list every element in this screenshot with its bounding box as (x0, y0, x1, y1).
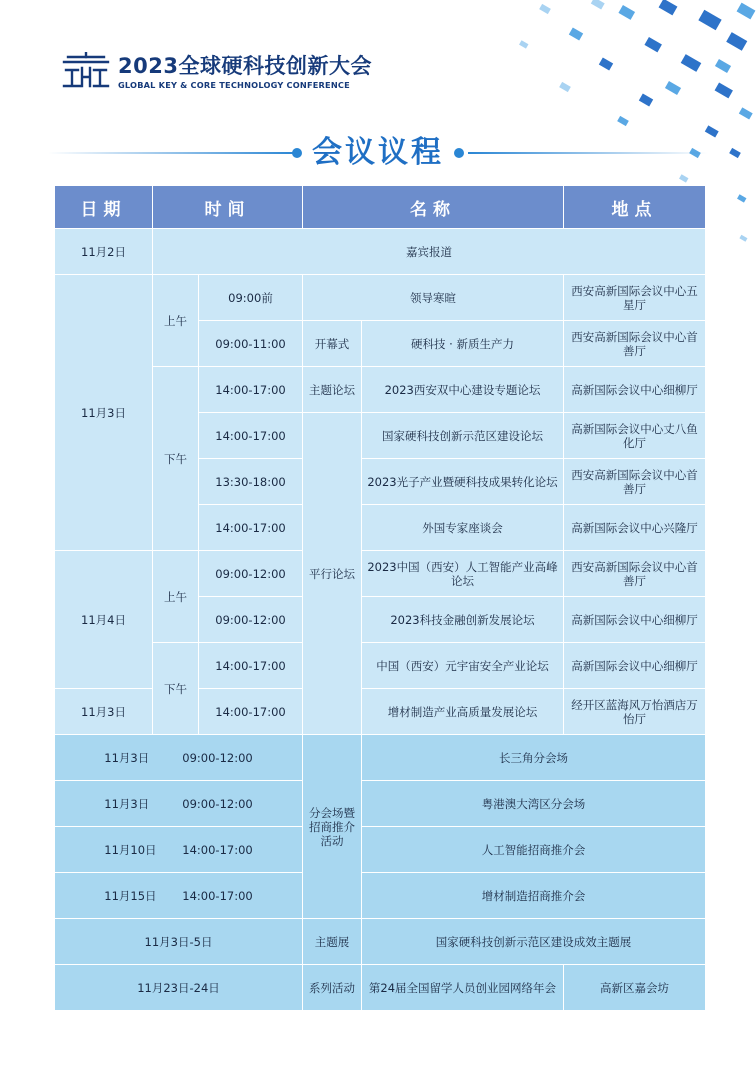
time-cell: 09:00-12:00 (199, 551, 303, 597)
header-name: 名称 (303, 186, 564, 229)
date-cell: 11月10日 (104, 842, 157, 857)
date-cell: 11月15日 (104, 888, 157, 903)
venue-cell: 高新国际会议中心兴隆厅 (564, 505, 706, 551)
ampm-cell: 上午 (153, 551, 199, 643)
event-name: 2023科技金融创新发展论坛 (362, 597, 564, 643)
conference-logo (62, 52, 372, 92)
table-row (55, 551, 706, 597)
venue-cell: 西安高新国际会议中心五星厅 (564, 275, 706, 321)
time-cell: 14:00-17:00 (199, 505, 303, 551)
ampm-cell: 上午 (153, 275, 199, 367)
event-name: 长三角分会场 (362, 735, 706, 781)
date-cell: 11月3日 (104, 750, 150, 765)
time-cell: 09:00-12:00 (182, 796, 253, 811)
time-cell: 13:30-18:00 (199, 459, 303, 505)
event-type: 分会场暨招商推介活动 (303, 735, 362, 919)
page-title-row (48, 133, 708, 173)
event-name: 粤港澳大湾区分会场 (362, 781, 706, 827)
event-name: 2023西安双中心建设专题论坛 (362, 367, 564, 413)
datetime-cell (55, 735, 303, 781)
venue-cell: 西安高新国际会议中心首善厅 (564, 551, 706, 597)
event-name: 嘉宾报道 (153, 229, 706, 275)
venue-cell: 西安高新国际会议中心首善厅 (564, 321, 706, 367)
datetime-cell (55, 873, 303, 919)
venue-cell: 高新区嘉会坊 (564, 965, 706, 1011)
table-row (55, 781, 706, 827)
event-name: 2023光子产业暨硬科技成果转化论坛 (362, 459, 564, 505)
event-type: 系列活动 (303, 965, 362, 1011)
event-name: 2023中国（西安）人工智能产业高峰论坛 (362, 551, 564, 597)
date-cell: 11月23日-24日 (55, 965, 303, 1011)
event-name: 增材制造招商推介会 (362, 873, 706, 919)
table-row (55, 873, 706, 919)
venue-cell: 高新国际会议中心细柳厅 (564, 597, 706, 643)
header-time: 时间 (153, 186, 303, 229)
table-row (55, 229, 706, 275)
event-name: 人工智能招商推介会 (362, 827, 706, 873)
event-name: 国家硬科技创新示范区建设成效主题展 (362, 919, 706, 965)
time-cell: 14:00-17:00 (182, 842, 253, 857)
venue-cell: 高新国际会议中心细柳厅 (564, 643, 706, 689)
time-cell: 09:00-11:00 (199, 321, 303, 367)
header-date: 日期 (55, 186, 153, 229)
date-cell: 11月3日-5日 (55, 919, 303, 965)
table-row (55, 827, 706, 873)
event-type: 主题论坛 (303, 367, 362, 413)
event-type: 主题展 (303, 919, 362, 965)
venue-cell: 高新国际会议中心丈八鱼化厅 (564, 413, 706, 459)
event-name: 第24届全国留学人员创业园网络年会 (362, 965, 564, 1011)
event-name: 中国（西安）元宇宙安全产业论坛 (362, 643, 564, 689)
event-name: 领导寒暄 (303, 275, 564, 321)
venue-cell: 西安高新国际会议中心首善厅 (564, 459, 706, 505)
time-cell: 09:00前 (199, 275, 303, 321)
ampm-cell: 下午 (153, 643, 199, 735)
logo-title: 2023全球硬科技创新大会 (118, 54, 372, 78)
table-row (55, 965, 706, 1011)
datetime-cell (55, 781, 303, 827)
ampm-cell: 下午 (153, 367, 199, 551)
table-row (55, 275, 706, 321)
time-cell: 14:00-17:00 (199, 413, 303, 459)
event-name: 增材制造产业高质量发展论坛 (362, 689, 564, 735)
time-cell: 09:00-12:00 (182, 750, 253, 765)
table-row (55, 735, 706, 781)
event-type: 平行论坛 (303, 413, 362, 735)
table-row (55, 689, 706, 735)
date-cell: 11月3日 (55, 689, 153, 735)
table-row (55, 919, 706, 965)
time-cell: 14:00-17:00 (199, 643, 303, 689)
event-type: 开幕式 (303, 321, 362, 367)
date-cell: 11月4日 (55, 551, 153, 689)
venue-cell: 高新国际会议中心细柳厅 (564, 367, 706, 413)
table-row (55, 643, 706, 689)
table-header-row (55, 186, 706, 229)
title-dot-right (454, 148, 464, 158)
time-cell: 14:00-17:00 (199, 689, 303, 735)
event-name: 国家硬科技创新示范区建设论坛 (362, 413, 564, 459)
table-row (55, 367, 706, 413)
gktc-logo-icon (62, 52, 110, 92)
time-cell: 09:00-12:00 (199, 597, 303, 643)
event-name: 外国专家座谈会 (362, 505, 564, 551)
event-name: 硬科技 · 新质生产力 (362, 321, 564, 367)
venue-cell: 经开区蓝海风万怡酒店万怡厅 (564, 689, 706, 735)
agenda-table (54, 185, 706, 1011)
page-title: 会议议程 (312, 135, 444, 170)
date-cell: 11月2日 (55, 229, 153, 275)
date-cell: 11月3日 (55, 275, 153, 551)
time-cell: 14:00-17:00 (199, 367, 303, 413)
logo-subtitle: GLOBAL KEY & CORE TECHNOLOGY CONFERENCE (118, 80, 350, 90)
datetime-cell (55, 827, 303, 873)
date-cell: 11月3日 (104, 796, 150, 811)
time-cell: 14:00-17:00 (182, 888, 253, 903)
header-place: 地点 (564, 186, 706, 229)
title-divider-right (468, 152, 708, 154)
